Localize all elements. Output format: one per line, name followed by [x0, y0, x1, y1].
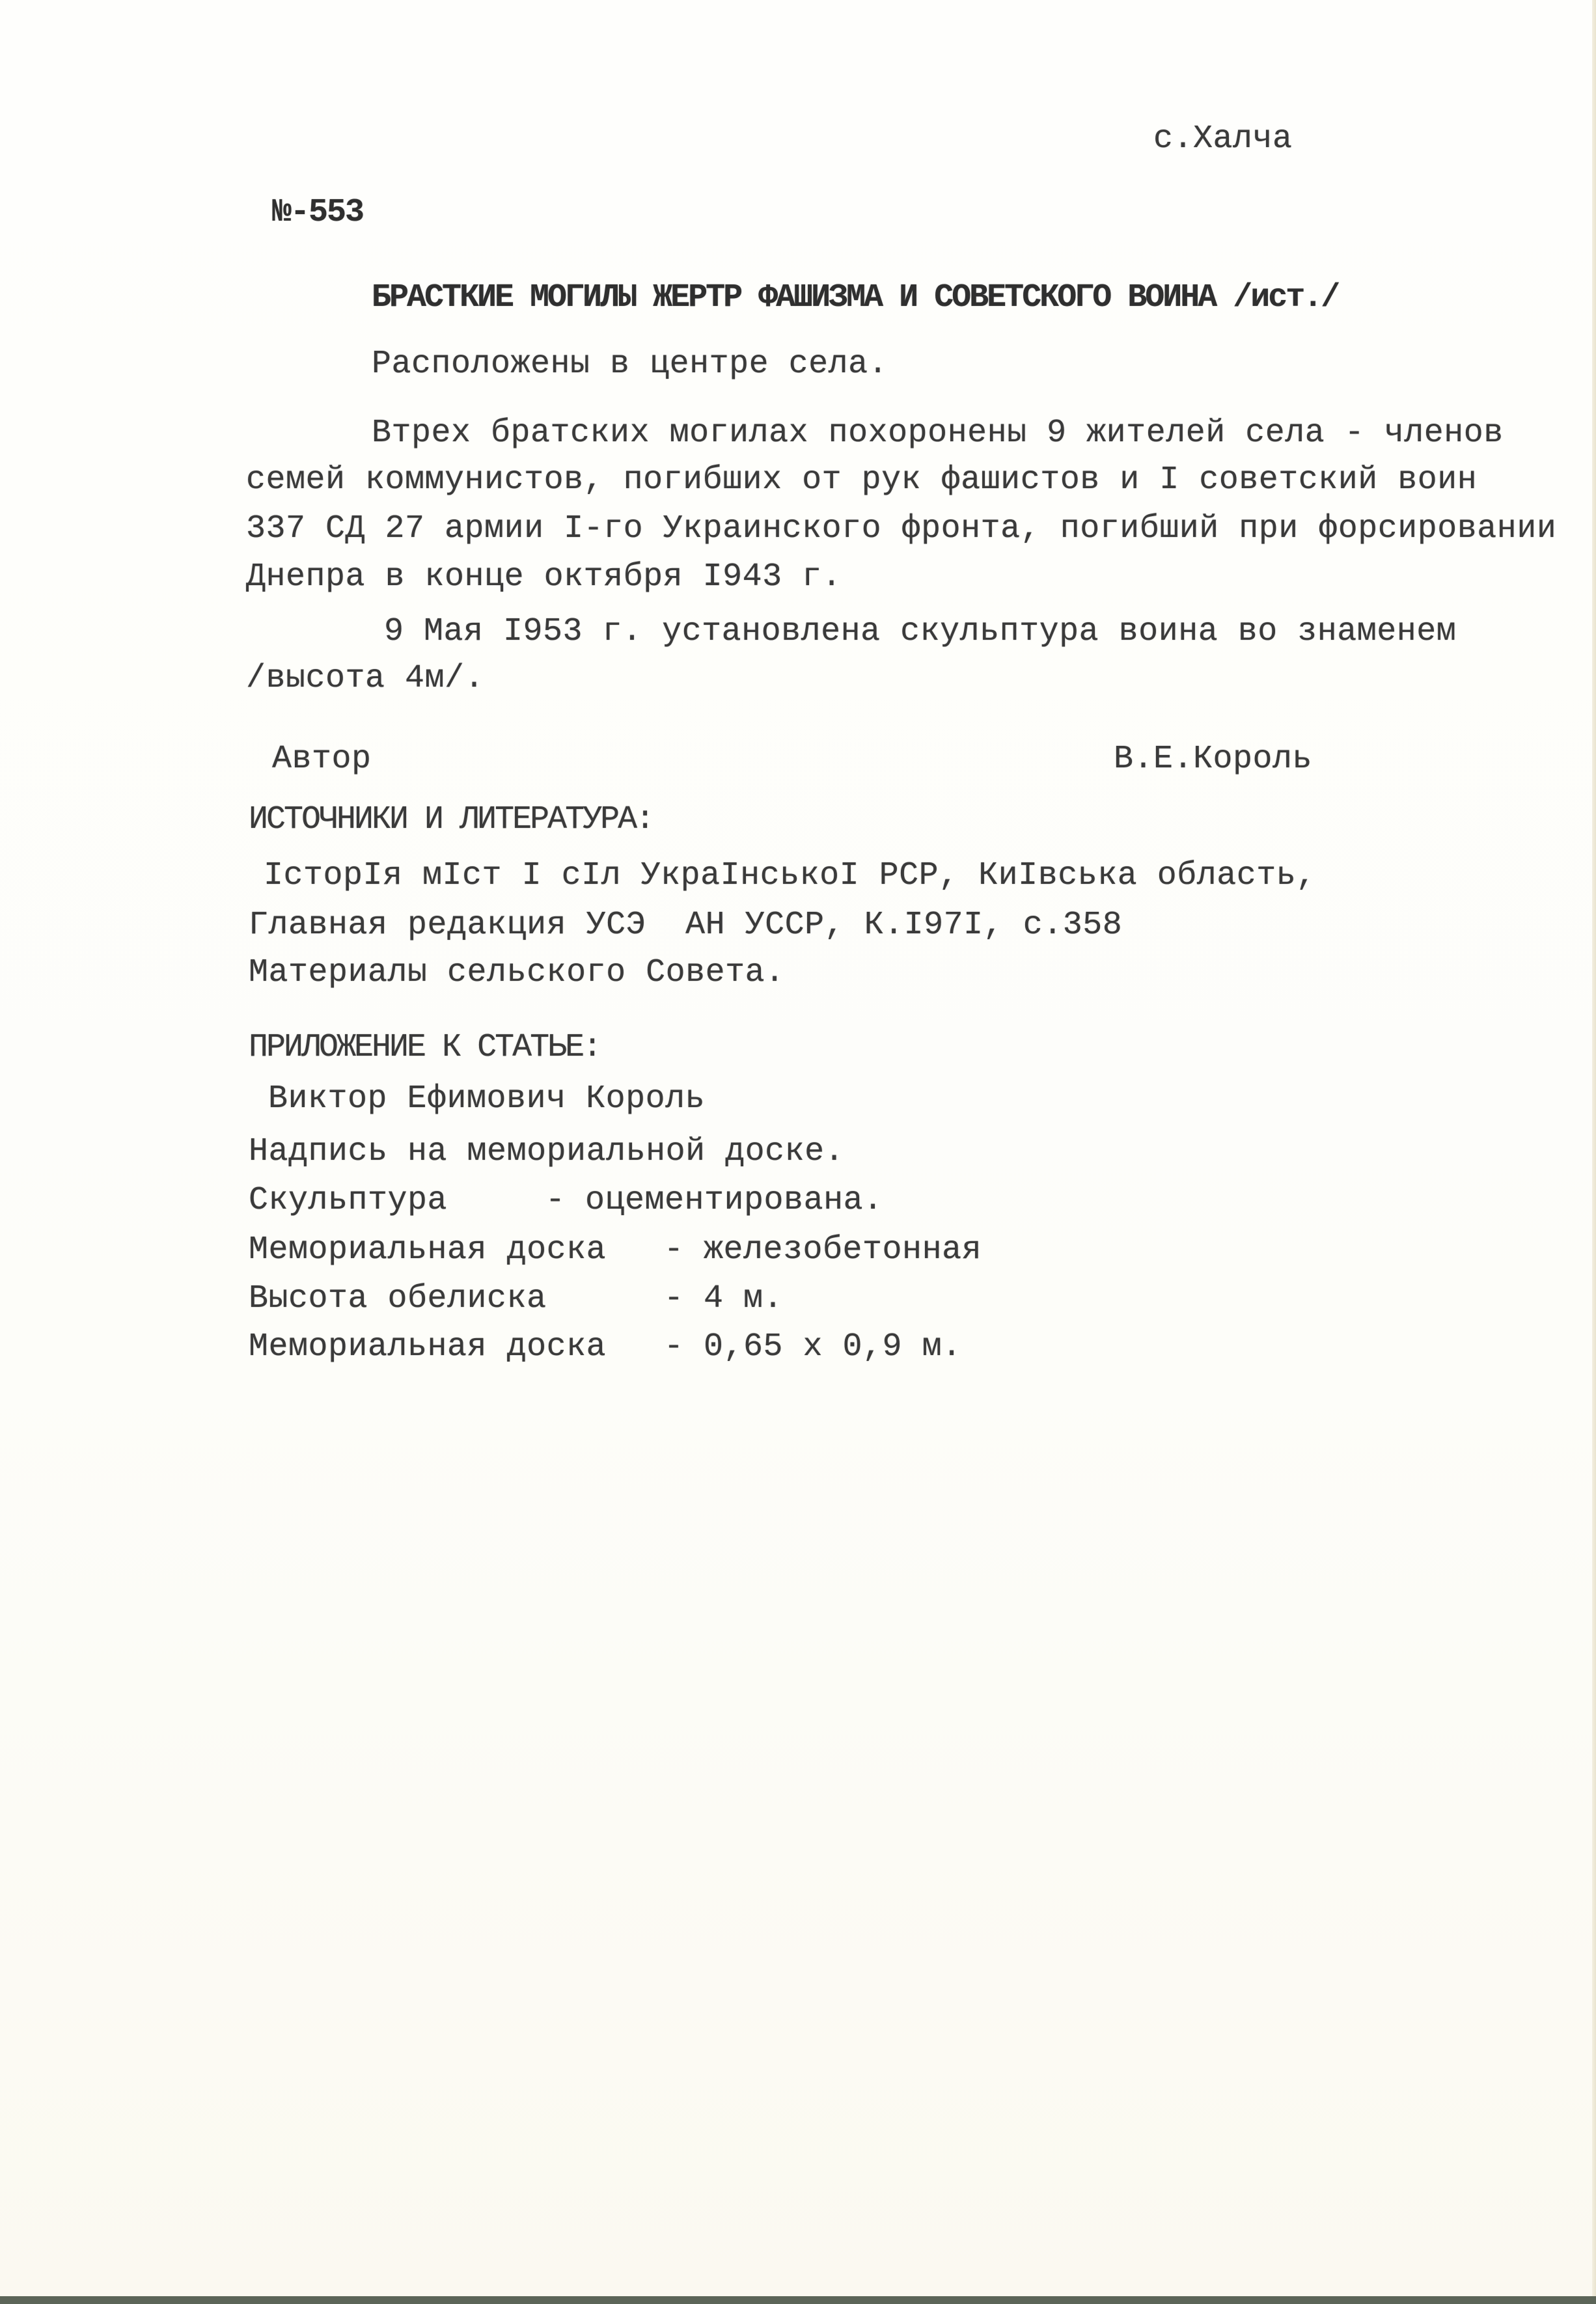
sources-heading: ИСТОЧНИКИ И ЛИТЕРАТУРА:	[249, 801, 654, 838]
author-label: Автор	[272, 741, 372, 778]
monument-line: /высота 4м/.	[246, 660, 485, 697]
appendix-heading: ПРИЛОЖЕНИЕ К СТАТЬЕ:	[249, 1029, 601, 1066]
source-line: Главная редакция УСЭ АН УССР, К.I97I, с.358	[249, 907, 1123, 944]
paper-edge	[1592, 0, 1596, 2296]
body-line: 337 СД 27 армии I-го Украинского фронта, погибший при форсировании	[246, 510, 1557, 547]
document-title: БРАСТКИЕ МОГИЛЫ ЖЕРТР ФАШИЗМА И СОВЕТСКОГО ВОИНА /ист./	[372, 279, 1339, 316]
document-number: №-553	[272, 194, 364, 231]
spec-label: Скульптура	[249, 1182, 448, 1219]
author-name: В.Е.Король	[1114, 741, 1313, 778]
monument-line: 9 Мая I953 г. установлена скульптура воина во знаменем	[384, 613, 1457, 650]
inscription-note: Надпись на мемориальной доске.	[249, 1133, 845, 1170]
source-line: IсторIя мIст I сIл УкраIнськоI РСР, КиIвська область,	[264, 857, 1316, 894]
body-line: семей коммунистов, погибших от рук фашистов и I советский воин	[246, 461, 1478, 499]
spec-value: - железобетонная	[664, 1231, 982, 1269]
spec-value: - 4 м.	[664, 1280, 784, 1317]
village-name: с.Халча	[1153, 120, 1293, 158]
appendix-full-name: Виктор Ефимович Король	[268, 1080, 706, 1118]
spec-label: Высота обелиска	[249, 1280, 547, 1317]
spec-value: - 0,65 х 0,9 м.	[664, 1328, 962, 1365]
body-line: Днепра в конце октября I943 г.	[246, 558, 842, 596]
spec-value: - оцементирована.	[545, 1182, 883, 1219]
spec-label: Мемориальная доска	[249, 1231, 607, 1269]
spec-label: Мемориальная доска	[249, 1328, 607, 1365]
scanner-background-strip	[0, 2296, 1596, 2304]
location-text: Расположены в центре села.	[372, 346, 888, 383]
source-line: Материалы сельского Совета.	[249, 954, 785, 991]
body-line: Втрех братских могилах похоронены 9 жителей села - членов	[372, 415, 1504, 452]
